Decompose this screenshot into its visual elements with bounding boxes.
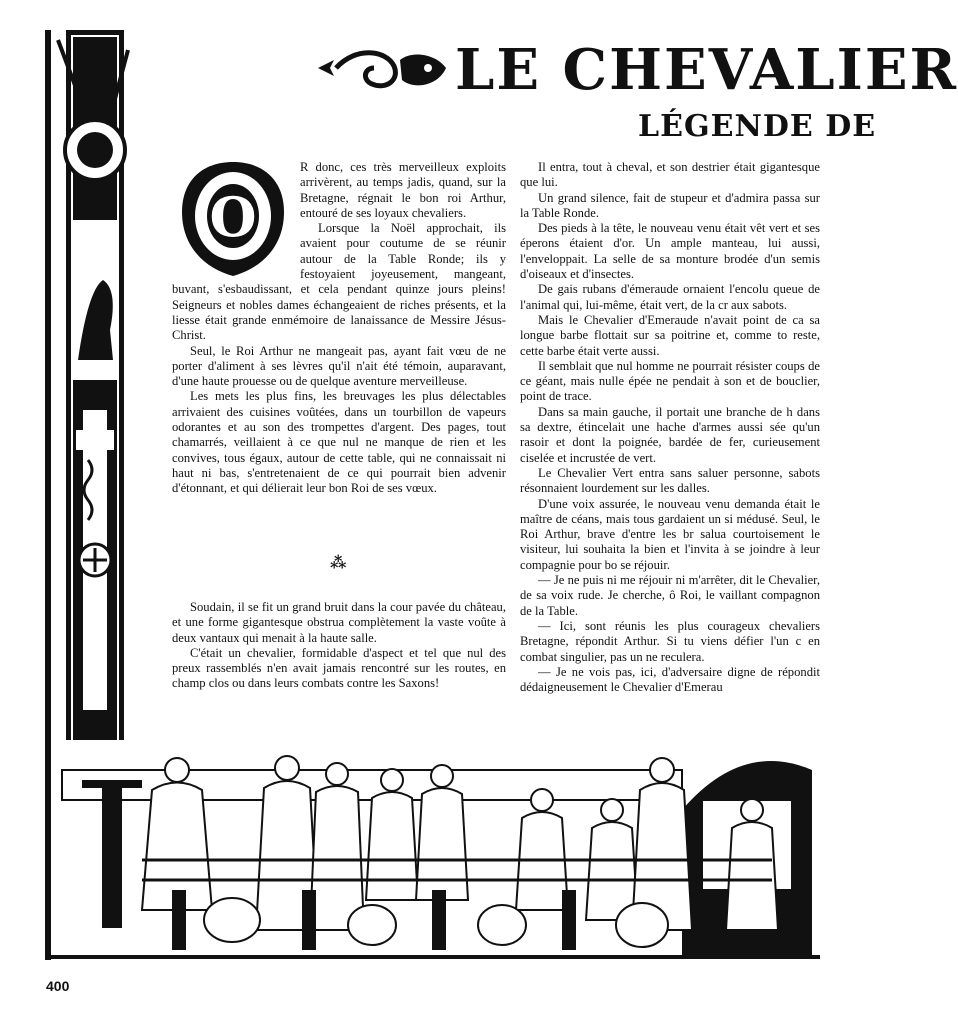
page-number: 400 [46,978,70,994]
dropcap-letter: O [209,185,257,249]
paragraph: C'était un chevalier, formidable d'aspect et tel que nul des preux rassemblés n'en avait jamais rencontré sur les routes, en champ clos ou dans leurs combats contre les Saxons! [172,645,506,691]
paragraph: Il semblait que nul homme ne pourrait résister coups de ce géant, mais nulle épée ne pendait à son et de bouclier, point de trace. [520,358,820,404]
column-left [172,160,506,497]
bottom-frame-rule [45,955,820,959]
paragraph: Mais le Chevalier d'Emeraude n'avait point de ca sa longue barbe flottait sur sa poitrine et, comme to reste, cette barbe était verte aussi. [520,312,820,358]
dropcap-ornament [178,160,288,278]
feast-scene-illustration [52,740,820,955]
paragraph: R donc, ces très merveilleux exploits arrivèrent, au temps jadis, quand, sur la Bretagne, régnait le bon roi Arthur, entouré de ses loyaux chevaliers. [300,160,506,220]
column-right [520,160,820,695]
page-title: LE CHEVALIER [455,37,958,103]
page-subtitle: LÉGENDE DE [638,109,877,144]
paragraph: De gais rubans d'émeraude ornaient l'encolu queue de l'animal qui, lui-même, était vert, de la cr aux sabots. [520,282,820,312]
paragraph: Seul, le Roi Arthur ne mangeait pas, ayant fait vœu de ne porter d'aliment à ses lèvres qu'il n'ait été témoin, auparavant, d'une haute prouesse ou de quelque aventure merveilleuse. [172,343,506,389]
dragon-ornament-icon [316,46,450,96]
paragraph: Dans sa main gauche, il portait une branche de h dans sa dextre, étincelait une hache d'armes aussi sée qu'un rasoir et dont la poignée, bardée de fer, curieusement ciselée et incrustée de vert. [520,404,820,465]
paragraph: Soudain, il se fit un grand bruit dans la cour pavée du château, et une forme gigantesque obstrua complètement la vaste voûte à deux vantaux qui menait à la haute salle. [172,600,506,645]
paragraph: — Ici, sont réunis les plus courageux chevaliers Bretagne, répondit Arthur. Si tu viens défier l'un c en combat singulier, pas un ne reculera. [520,618,820,664]
paragraph: Il entra, tout à cheval, et son destrier était gigantesque que lui. [520,160,820,190]
column-left-continued [172,600,506,692]
heraldic-banner-icon [48,30,134,770]
paragraph: Le Chevalier Vert entra sans saluer personne, sabots résonnaient lourdement sur les dalles. [520,465,820,496]
paragraph: Un grand silence, fait de stupeur et d'admira passa sur la Table Ronde. [520,190,820,220]
section-separator: ⁂ [330,553,347,572]
paragraph: Lorsque la Noël approchait, ils avaient pour coutume de se réunir autour de la Table Ronde; ils y festoyaient joyeusement, mangeant, buvant, s'esbaudissant, et cela pendant quinze jours pleins! Seigneurs et nobles dames échangeaient de riches présents, et la liesse était grande enmémoire de lanaissance de Messire Jésus-Christ. [172,221,506,343]
paragraph: Les mets les plus fins, les breuvages les plus délectables arrivaient des cuisines voûtées, dans un tourbillon de vapeurs odorantes et au son des trompettes d'argent. Des pages, tout chamarrés, veillaient à ce que nul ne manque de rien et les convives, tous égaux, autour de cette table, qui ne connaissait ni haut ni bas, s'entretenaient de ce qui pourrait bien advenir d'étonnant, et qui délierait leur bon Roi de ses vœux. [172,389,506,496]
paragraph: D'une voix assurée, le nouveau venu demanda était le maître de céans, mais tous gardaient un si médusé. Seul, le Roi Arthur, brave d'entre les br salua courtoisement le visiteur, lui souhaita la bien et l'invita à se joindre à leur compagnie pour bo se réjouir. [520,496,820,572]
paragraph: Des pieds à la tête, le nouveau venu était vêt vert et ses éperons étaient d'or. Un ample manteau, lui aussi, l'enveloppait. La selle de sa monture brodée d'un semis d'oiseaux et d'insectes. [520,221,820,282]
paragraph: — Je ne puis ni me réjouir ni m'arrêter, dit le Chevalier, de sa voix rude. Je cherche, ô Roi, le vaillant compagnon de la Table. [520,573,820,618]
paragraph: — Je ne vois pas, ici, d'adversaire digne de répondit dédaigneusement le Chevalier d'Emerau [520,664,820,695]
